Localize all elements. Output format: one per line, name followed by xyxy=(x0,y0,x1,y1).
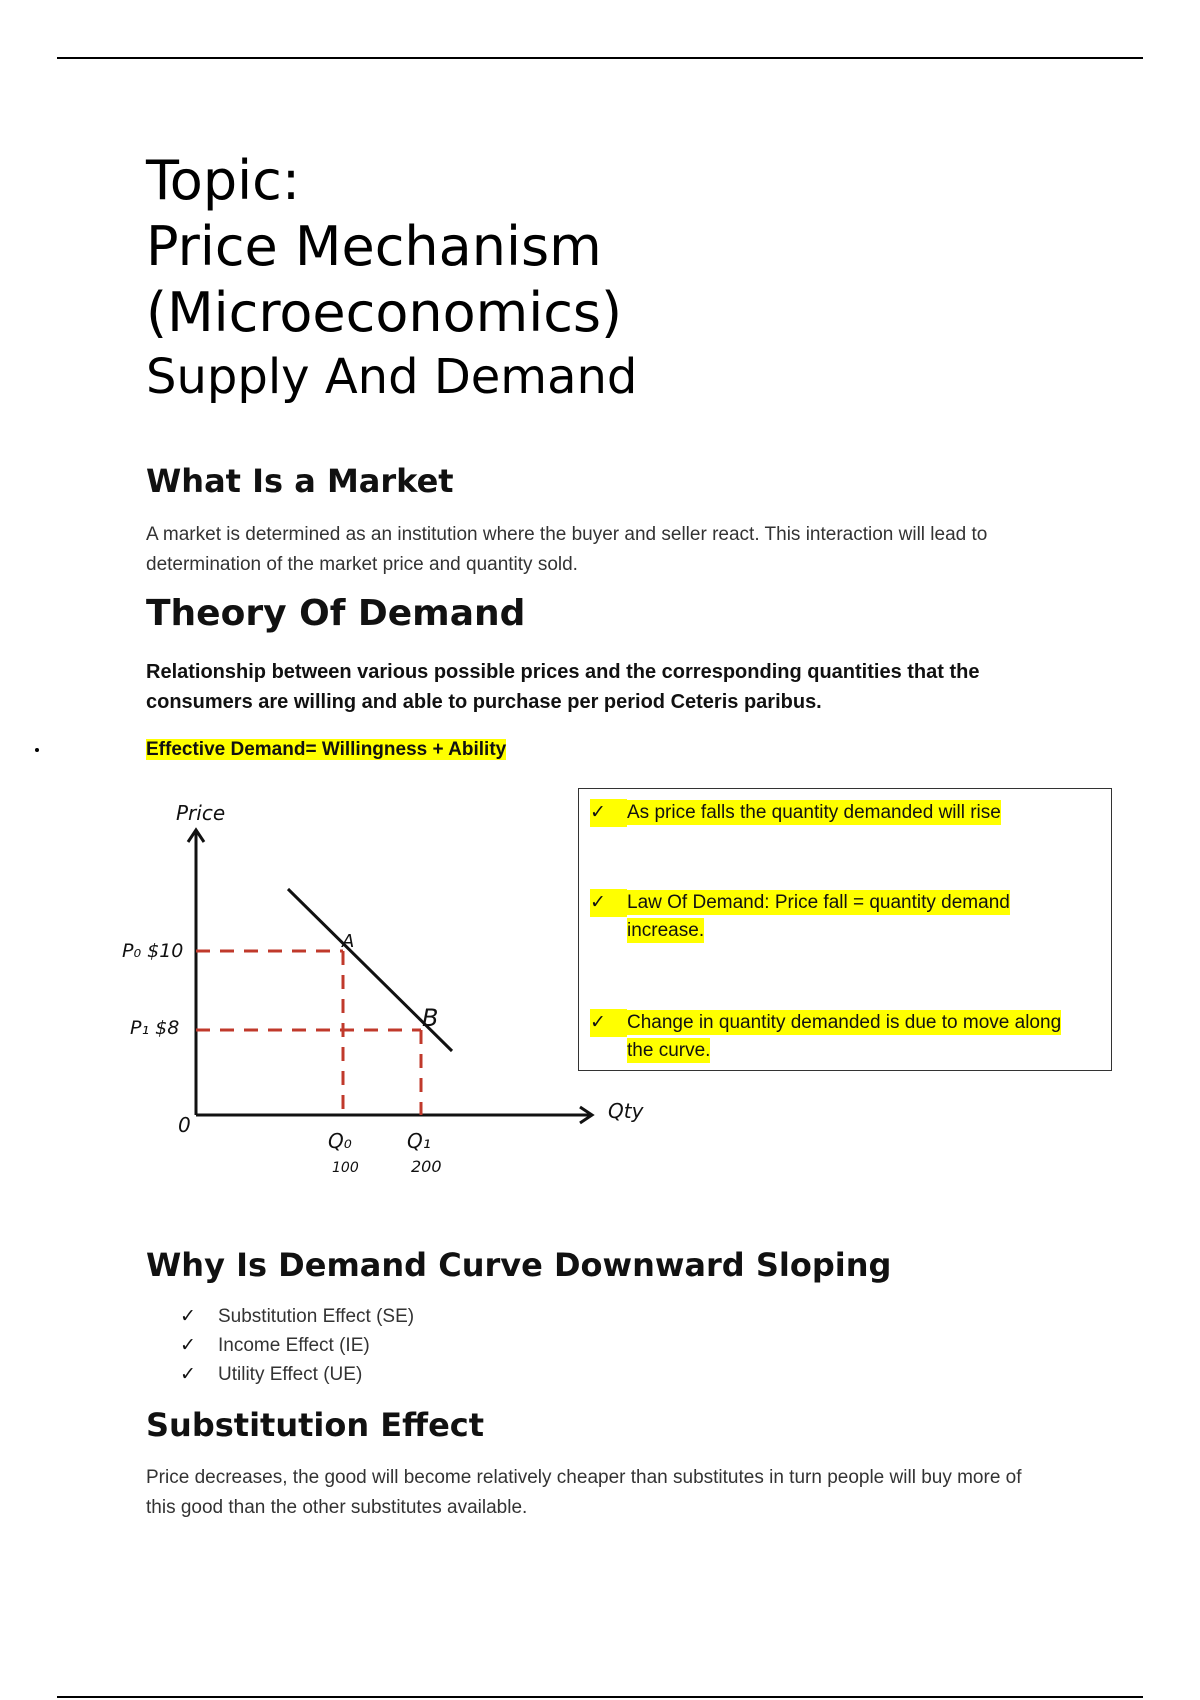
heading-what-is-market: What Is a Market xyxy=(146,462,454,500)
title-line-price-mechanism: Price Mechanism xyxy=(146,215,602,278)
x-axis-label: Qty xyxy=(608,1099,644,1123)
price-label-p1: P₁ $8 xyxy=(130,1017,180,1039)
price-label-p0: P₀ $10 xyxy=(122,940,184,962)
check-icon: ✓ xyxy=(590,1009,627,1037)
heading-theory-of-demand: Theory Of Demand xyxy=(146,593,526,634)
check-icon: ✓ xyxy=(180,1364,196,1385)
demand-definition: Relationship between various possible prices and the corresponding quantities that the consumers are willing and able to purchase per period Ceteris paribus. xyxy=(146,661,980,713)
heading-why-downward-sloping: Why Is Demand Curve Downward Sloping xyxy=(146,1246,892,1284)
quantity-label-q0: Q₀ xyxy=(328,1129,352,1153)
title-line-microeconomics: (Microeconomics) xyxy=(146,281,623,344)
note-item: ✓ Change in quantity demanded is due to move along the curve. xyxy=(627,1009,1087,1065)
note-item: ✓ Law Of Demand: Price fall = quantity demand increase. xyxy=(627,889,1087,945)
point-label-a: A xyxy=(342,931,355,952)
footer-rule xyxy=(57,1696,1143,1698)
title-line-topic: Topic: xyxy=(146,149,301,212)
title-line-supply-demand: Supply And Demand xyxy=(146,349,638,405)
list-item: ✓ Utility Effect (UE) xyxy=(180,1360,414,1389)
header-rule xyxy=(57,57,1143,59)
market-definition: A market is determined as an institution where the buyer and seller react. This interaction will lead to determination of the market price and quantity sold. xyxy=(146,524,988,575)
substitution-definition: Price decreases, the good will become relatively cheaper than substitutes in turn people will buy more of this good than the other substitutes available. xyxy=(146,1467,1022,1518)
quantity-value-q0: 100 xyxy=(332,1160,359,1176)
effective-demand-text: Effective Demand= Willingness + Ability xyxy=(146,739,507,760)
bullet-dot xyxy=(35,748,39,752)
point-label-b: B xyxy=(422,1004,439,1032)
check-icon: ✓ xyxy=(590,799,627,827)
list-item: ✓ Income Effect (IE) xyxy=(180,1331,414,1360)
document-title xyxy=(146,148,637,408)
effective-demand xyxy=(146,736,506,764)
why-sloping-list xyxy=(180,1302,414,1389)
note-item: ✓ As price falls the quantity demanded will rise xyxy=(627,799,1087,827)
heading-substitution-effect: Substitution Effect xyxy=(146,1406,485,1444)
check-icon: ✓ xyxy=(180,1306,196,1327)
quantity-value-q1: 200 xyxy=(411,1157,442,1176)
origin-label: 0 xyxy=(178,1113,191,1137)
y-axis-label: Price xyxy=(176,801,226,825)
check-icon: ✓ xyxy=(180,1335,196,1356)
list-item: ✓ Substitution Effect (SE) xyxy=(180,1302,414,1331)
quantity-label-q1: Q₁ xyxy=(407,1129,431,1153)
check-icon: ✓ xyxy=(590,889,627,917)
law-of-demand-notes xyxy=(578,788,1112,1071)
